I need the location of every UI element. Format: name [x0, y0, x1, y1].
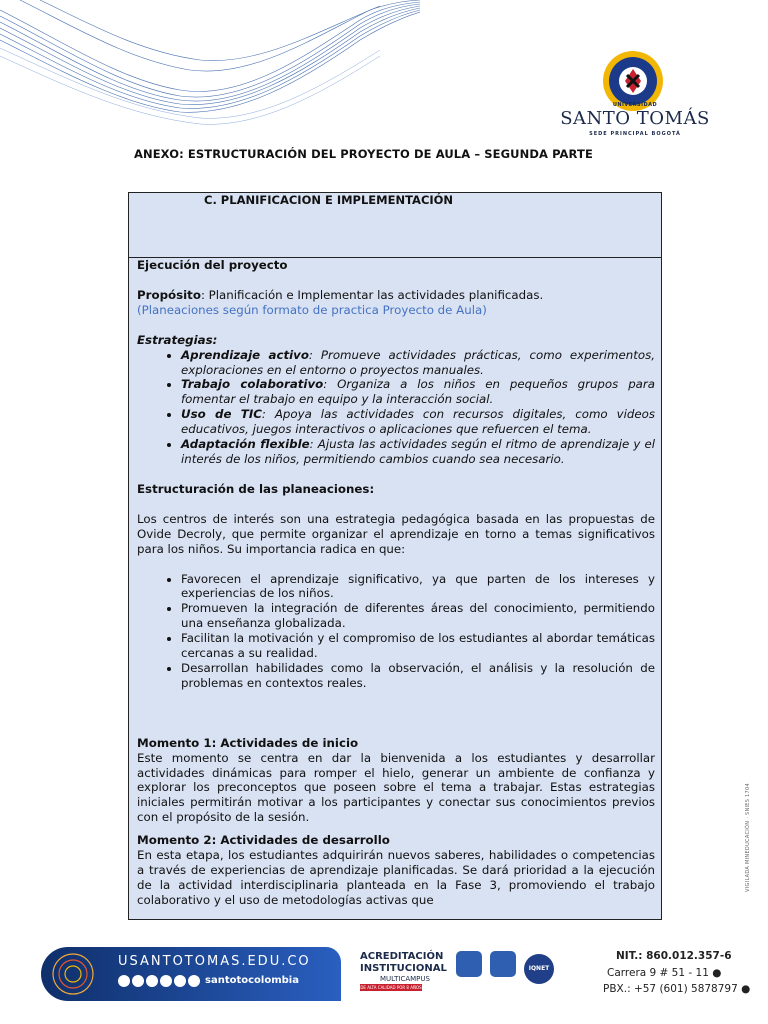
social-icons	[118, 975, 200, 987]
header-wave-graphic	[0, 0, 420, 135]
footer-phone	[603, 983, 750, 995]
footer-address	[607, 967, 721, 979]
section-header-cell	[129, 193, 661, 258]
acreditacion-line3: MULTICAMPUS	[380, 975, 430, 983]
footer-website[interactable]: USANTOTOMAS.EDU.CO	[118, 954, 311, 969]
list-item-label: Aprendizaje activo	[181, 347, 309, 362]
list-item: • Desarrollan habilidades como la observación, el análisis y la resolución de problemas en contextos reales.	[181, 661, 655, 691]
section-title: C. PLANIFICACION E IMPLEMENTACIÓN	[204, 193, 454, 207]
momento1-heading: Momento 1: Actividades de inicio	[137, 735, 359, 750]
document-title: ANEXO: ESTRUCTURACIÓN DEL PROYECTO DE AULA – SEGUNDA PARTE	[134, 147, 593, 161]
list-item	[181, 377, 655, 407]
logo-name: SANTO TOMÁS	[560, 108, 710, 129]
list-item-label: Trabajo colaborativo	[181, 377, 324, 392]
acreditacion-badge: DE ALTA CALIDAD POR 8 AÑOS	[360, 985, 422, 990]
list-item	[181, 437, 655, 467]
estrategias-heading: Estrategias:	[137, 332, 218, 347]
youtube-icon[interactable]	[174, 975, 186, 987]
proposito-note: (Planeaciones según formato de practica Proyecto de Aula)	[137, 302, 487, 317]
centros-list	[137, 572, 655, 691]
list-item-text: : Organiza a los niños en pequeños grupos para fomentar el trabajo en equipo y la interacción social.	[181, 377, 655, 407]
section-body-cell	[129, 258, 661, 908]
logo-sede: SEDE PRINCIPAL BOGOTÁ	[589, 131, 681, 137]
linkedin-icon[interactable]	[188, 975, 200, 987]
ejecucion-heading: Ejecución del proyecto	[137, 258, 288, 272]
phone-text: PBX.: +57 (601) 5878797	[603, 983, 738, 995]
estructuracion-heading: Estructuración de las planeaciones:	[137, 481, 375, 496]
tiktok-icon[interactable]	[160, 975, 172, 987]
list-item-text: : Promueve actividades prácticas, como experimentos, exploraciones en el entorno o proyectos manuales.	[181, 347, 655, 377]
list-item	[181, 348, 655, 378]
icontec-certification-icon	[456, 951, 482, 977]
list-item-label: Adaptación flexible	[181, 437, 310, 452]
location-pin-icon: ●	[712, 967, 722, 979]
acreditacion-line2: INSTITUCIONAL	[360, 963, 447, 974]
logo-university-label: UNIVERSIDAD	[612, 102, 658, 108]
list-item	[181, 407, 655, 437]
momento2-paragraph: En esta etapa, los estudiantes adquirirán nuevos saberes, habilidades o competencias a través de experiencias de aprendizaje planificadas. Se dará prioridad a la ejecución de la actividad interdisciplinaria planteada en la Fase 3, promoviendo el trabajo colaborativo y el uso de metodologías activas que	[137, 848, 655, 907]
footer-social-handle: santotocolombia	[205, 975, 299, 986]
estrategias-list	[137, 348, 655, 467]
list-item: • Facilitan la motivación y el compromiso de los estudiantes al abordar temáticas cercanas a su realidad.	[181, 631, 655, 661]
momento1-paragraph: Este momento se centra en dar la bienvenida a los estudiantes y desarrollar actividades dinámicas para romper el hielo, generar un ambiente de confianza y explorar los preconceptos que poseen sobre el tema a trabajar. Estas estrategias iniciales permitirán motivar a los participantes y conectar sus conocimientos previos con el propósito de la sesión.	[137, 750, 655, 825]
proposito-paragraph	[137, 288, 655, 303]
list-item: • Promueven la integración de diferentes áreas del conocimiento, permitiendo una enseñanza globalizada.	[181, 601, 655, 631]
momento2-heading: Momento 2: Actividades de desarrollo	[137, 833, 390, 848]
list-item-label: Uso de TIC	[181, 407, 262, 422]
proposito-label: Propósito	[137, 287, 201, 302]
side-vertical-text: VIGILADA MINEDUCACIÓN · SNIES 1704	[745, 782, 751, 892]
x-icon[interactable]	[118, 975, 130, 987]
estructuracion-paragraph: Los centros de interés son una estrategia pedagógica basada en las propuestas de Ovide Decroly, que permite organizar el aprendizaje en torno a temas significativos para los niños. Su importancia radica en que:	[137, 511, 655, 556]
acreditacion-line1: ACREDITACIÓN	[360, 951, 444, 962]
facebook-icon[interactable]	[146, 975, 158, 987]
icontec-certification-icon	[490, 951, 516, 977]
planning-table	[128, 192, 662, 920]
footer-nit: NIT.: 860.012.357-6	[616, 950, 732, 962]
iqnet-badge: IQNET	[524, 954, 554, 984]
phone-icon: ●	[741, 983, 751, 995]
instagram-icon[interactable]	[132, 975, 144, 987]
list-item-text: : Ajusta las actividades según el ritmo de aprendizaje y el interés de los niños, permitiendo cambios cuando sea necesario.	[181, 437, 655, 466]
list-item-text: : Apoya las actividades con recursos digitales, como videos educativos, juegos interactivos o aplicaciones que refuercen el tema.	[181, 407, 655, 437]
list-item: • Favorecen el aprendizaje significativo, ya que parten de los intereses y experiencias de los niños.	[181, 572, 655, 602]
proposito-text: : Planificación e Implementar las actividades planificadas.	[200, 287, 544, 302]
address-text: Carrera 9 # 51 - 11	[607, 967, 709, 979]
